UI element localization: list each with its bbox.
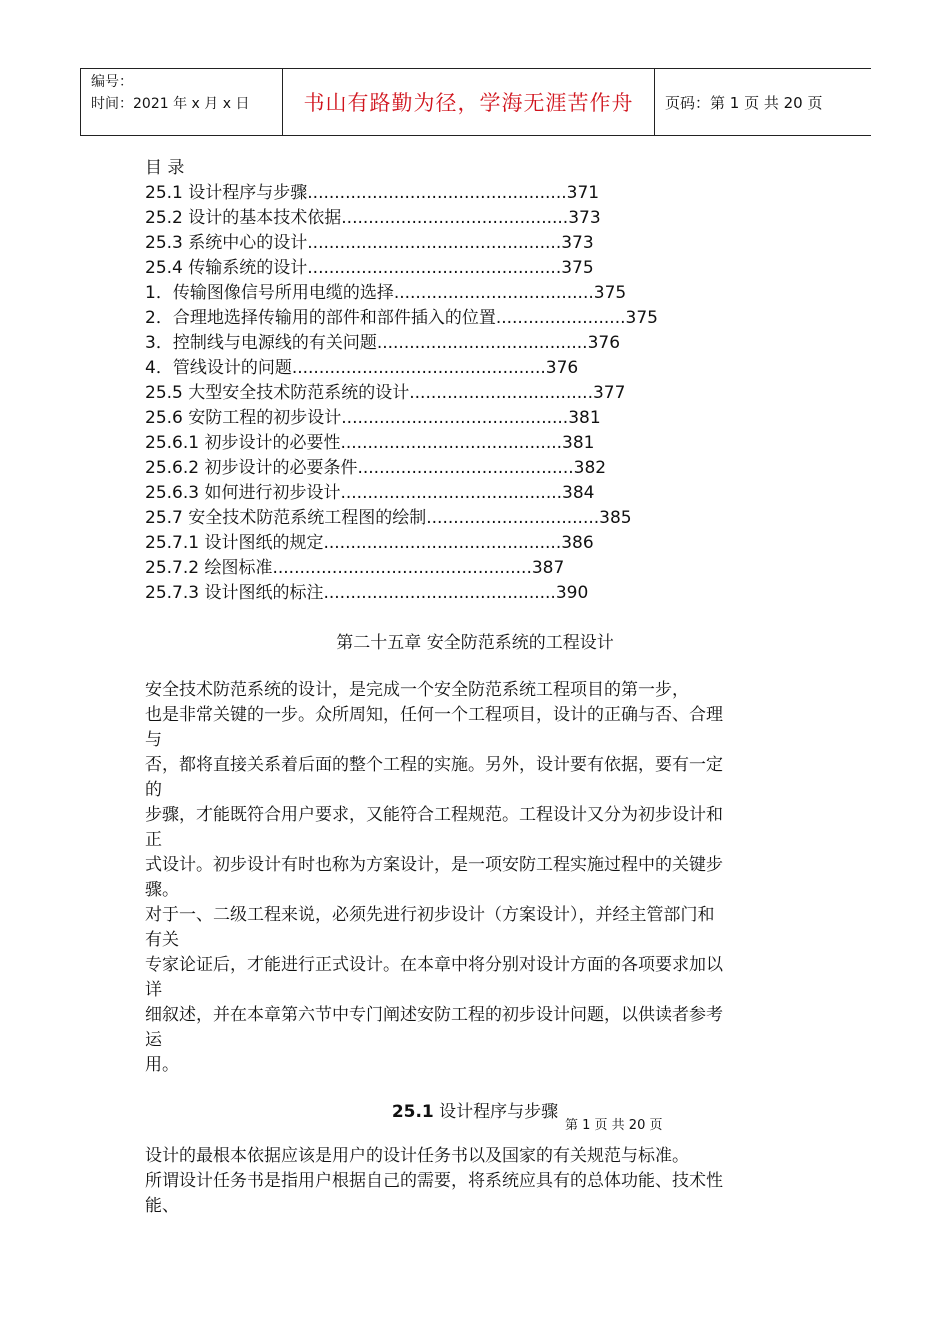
- toc-entry[interactable]: 25.6 安防工程的初步设计..........................................381: [145, 408, 601, 428]
- toc-entry[interactable]: 25.6.1 初步设计的必要性.........................................381: [145, 433, 595, 453]
- body-line: 运: [145, 1030, 162, 1050]
- toc-entry[interactable]: 25.1 设计程序与步骤................................................371: [145, 183, 600, 203]
- body-line: 用。: [145, 1055, 179, 1075]
- toc-entry[interactable]: 25.2 设计的基本技术依据..........................................373: [145, 208, 601, 228]
- section-heading: [0, 1097, 950, 1122]
- body-line: 专家论证后，才能进行正式设计。在本章中将分别对设计方面的各项要求加以: [145, 955, 723, 975]
- toc-entry[interactable]: 25.6.2 初步设计的必要条件........................................382: [145, 458, 607, 478]
- body-line: 对于一、二级工程来说，必须先进行初步设计（方案设计），并经主管部门和: [145, 905, 715, 925]
- page-footer: 第 1 页 共 20 页: [565, 1118, 663, 1133]
- toc-entry[interactable]: 25.7.1 设计图纸的规定............................................386: [145, 533, 594, 553]
- chapter-title: 第二十五章 安全防范系统的工程设计: [336, 633, 614, 653]
- time-label: 时间：2021 年 x 月 x 日: [91, 96, 250, 112]
- toc-entry[interactable]: 3．控制线与电源线的有关问题.......................................376: [145, 333, 621, 353]
- body-line: 有关: [145, 930, 179, 950]
- body-paragraph: [145, 678, 800, 1078]
- toc-entry[interactable]: 4．管线设计的问题...............................................376: [145, 358, 579, 378]
- body-line: 所谓设计任务书是指用户根据自己的需要，将系统应具有的总体功能、技术性: [145, 1171, 723, 1191]
- body-line: 式设计。初步设计有时也称为方案设计，是一项安防工程实施过程中的关键步: [145, 855, 723, 875]
- body-line: 能、: [145, 1196, 179, 1216]
- body-line: 的: [145, 780, 162, 800]
- page-header: [80, 68, 871, 136]
- body-line: 详: [145, 980, 162, 1000]
- toc-entry[interactable]: 25.7 安全技术防范系统工程图的绘制................................385: [145, 508, 632, 528]
- body-line: 也是非常关键的一步。众所周知，任何一个工程项目，设计的正确与否、合理: [145, 705, 723, 725]
- toc-entry[interactable]: 25.4 传输系统的设计...............................................375: [145, 258, 594, 278]
- body-line: 步骤，才能既符合用户要求，又能符合工程规范。工程设计又分为初步设计和: [145, 805, 723, 825]
- body-line: 正: [145, 830, 162, 850]
- section-title: 设计程序与步骤: [433, 1102, 559, 1122]
- body-line: 安全技术防范系统的设计，是完成一个安全防范系统工程项目的第一步，: [145, 680, 689, 700]
- body-paragraph-2: [145, 1144, 800, 1219]
- table-of-contents: [145, 156, 658, 606]
- toc-entry[interactable]: 1．传输图像信号所用电缆的选择.....................................375: [145, 283, 627, 303]
- toc-title: 目 录: [145, 158, 185, 178]
- section-number: 25.1: [391, 1102, 434, 1122]
- toc-entry[interactable]: 25.3 系统中心的设计...............................................373: [145, 233, 594, 253]
- toc-entry[interactable]: 25.6.3 如何进行初步设计.........................................384: [145, 483, 595, 503]
- body-line: 与: [145, 730, 162, 750]
- header-motto: 书山有路勤为径，学海无涯苦作舟: [283, 69, 655, 135]
- body-line: 否，都将直接关系着后面的整个工程的实施。另外，设计要有依据，要有一定: [145, 755, 723, 775]
- header-page-info: 页码：第 1 页 共 20 页: [665, 93, 823, 112]
- number-label: 编号：: [91, 74, 133, 90]
- body-line: 细叙述，并在本章第六节中专门阐述安防工程的初步设计问题，以供读者参考: [145, 1005, 723, 1025]
- toc-entry[interactable]: 2．合理地选择传输用的部件和部件插入的位置........................375: [145, 308, 658, 328]
- header-meta: [81, 69, 283, 135]
- body-line: 骤。: [145, 880, 179, 900]
- toc-entry[interactable]: 25.7.2 绘图标准................................................387: [145, 558, 565, 578]
- toc-entry[interactable]: 25.5 大型安全技术防范系统的设计..................................377: [145, 383, 626, 403]
- toc-entry[interactable]: 25.7.3 设计图纸的标注...........................................390: [145, 583, 589, 603]
- body-line: 设计的最根本依据应该是用户的设计任务书以及国家的有关规范与标准。: [145, 1146, 689, 1166]
